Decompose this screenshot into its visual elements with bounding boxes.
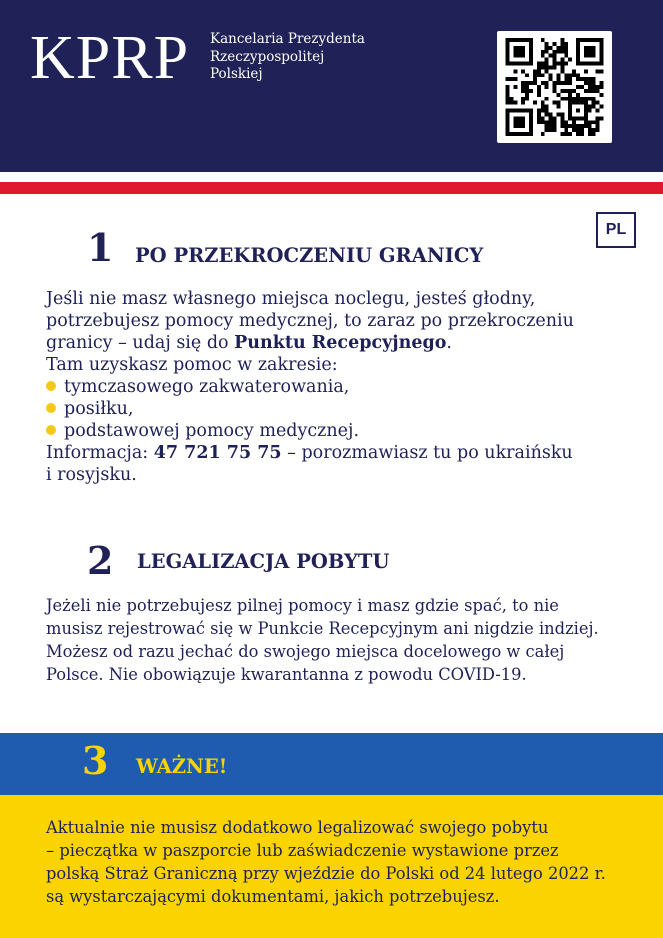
s2-line-3: Możesz od razu jechać do swojego miejsca docelowego w całej <box>46 642 565 661</box>
flag-stripe-white <box>0 172 663 182</box>
bullet-item <box>46 420 574 442</box>
s1-line-3-post: . <box>446 333 452 353</box>
s1-info-line <box>46 442 574 464</box>
s1-line-3-pre: granicy – udaj się do <box>46 333 235 353</box>
section-1-title: PO PRZEKROCZENIU GRANICY <box>135 244 484 267</box>
s3-line-4: są wystarczającymi dokumentami, jakich potrzebujesz. <box>46 887 500 906</box>
info-phone[interactable]: 47 721 75 75 <box>153 443 282 463</box>
org-line-2: Rzeczypospolitej <box>210 48 325 65</box>
bullet-dot-icon <box>46 425 56 435</box>
language-badge: PL <box>596 212 636 248</box>
s1-info-line-2: i rosyjsku. <box>46 465 137 485</box>
section-3-title: WAŻNE! <box>136 755 228 778</box>
bullet-dot-icon <box>46 403 56 413</box>
bullet-label: tymczasowego zakwaterowania, <box>64 377 350 397</box>
info-label: Informacja: <box>46 443 154 463</box>
s3-line-3: polską Straż Graniczną przy wjeździe do Polski od 24 lutego 2022 r. <box>46 864 606 883</box>
section-3-number: 3 <box>82 738 109 783</box>
kprp-logo: KPRP <box>30 24 190 92</box>
s1-line-3 <box>46 332 574 354</box>
s2-line-2: musisz rejestrować się w Punkcie Recepcyjnym ani nigdzie indziej. <box>46 619 599 638</box>
s3-line-1: Aktualnie nie musisz dodatkowo legalizować swojego pobytu <box>46 818 549 837</box>
section-1-number: 1 <box>87 225 114 270</box>
org-line-3: Polskiej <box>210 66 263 82</box>
section-3-text <box>46 816 606 908</box>
bullet-item <box>46 398 574 420</box>
s1-line-1: Jeśli nie masz własnego miejsca noclegu, jesteś głodny, <box>46 289 536 309</box>
bullet-label: podstawowej pomocy medycznej. <box>64 421 360 441</box>
info-rest: – porozmawiasz tu po ukraińsku <box>281 443 573 463</box>
s1-line-4: Tam uzyskasz pomoc w zakresie: <box>46 355 338 375</box>
s1-line-2: potrzebujesz pomocy medycznej, to zaraz po przekroczeniu <box>46 311 574 331</box>
s3-line-2: – pieczątka w paszporcie lub zaświadczenie wystawione przez <box>46 841 559 860</box>
s2-line-1: Jeżeli nie potrzebujesz pilnej pomocy i masz gdzie spać, to nie <box>46 596 559 615</box>
section-2-text <box>46 594 599 686</box>
organization-name <box>210 31 365 84</box>
section-2-title: LEGALIZACJA POBYTU <box>137 550 390 573</box>
section-1-text <box>46 288 574 486</box>
reception-point-text: Punktu Recepcyjnego <box>234 333 447 353</box>
org-line-1: Kancelaria Prezydenta <box>210 31 365 47</box>
flag-stripe-red <box>0 182 663 194</box>
s2-line-4: Polsce. Nie obowiązuje kwarantanna z powodu COVID-19. <box>46 665 527 684</box>
bullet-dot-icon <box>46 381 56 391</box>
bullet-item <box>46 376 574 398</box>
header-banner <box>0 0 663 172</box>
bullet-label: posiłku, <box>64 399 134 419</box>
section-2-number: 2 <box>87 538 114 583</box>
qr-code-icon[interactable] <box>497 31 612 143</box>
